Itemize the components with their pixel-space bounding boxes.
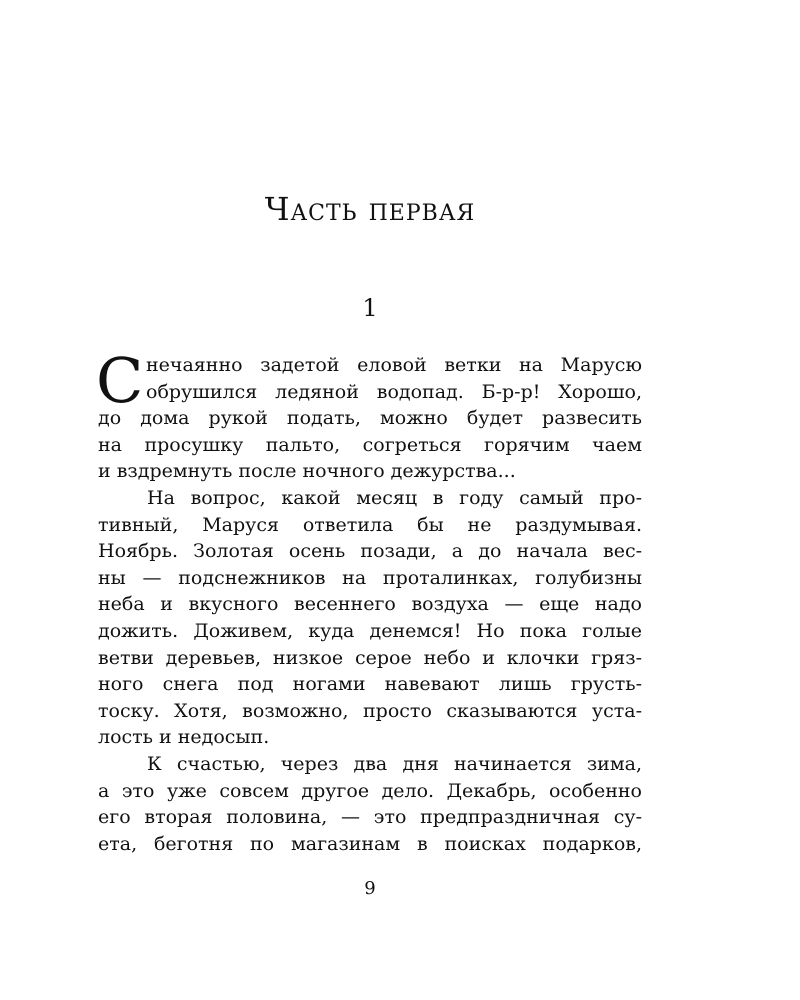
text-line: Ноябрь. Золотая осень позади, а до начала вес- (98, 540, 642, 563)
text-line: тивный, Маруся ответила бы не раздумывая. (98, 513, 642, 536)
text-line: нечаянно задетой еловой ветки на Марусю (146, 354, 642, 376)
part-title: Часть первая (264, 190, 476, 228)
text-line: ного снега под ногами навевают лишь грусть- (98, 673, 642, 696)
text-line: на просушку пальто, согреться горячим чаем (98, 433, 642, 456)
text-line: тоску. Хотя, возможно, просто сказываются уста- (98, 699, 642, 722)
text-line: лость и недосып. (98, 726, 270, 749)
chapter-number: 1 (362, 294, 378, 322)
drop-cap: С (96, 344, 144, 417)
text-line: его вторая половина, — это предпраздничная су- (98, 806, 642, 829)
text-line: На вопрос, какой месяц в году самый про- (147, 486, 642, 509)
text-line: ветви деревьев, низкое серое небо и клочки гряз- (98, 646, 642, 669)
text-line: неба и вкусного весеннего воздуха — еще надо (98, 593, 642, 616)
body-text (96, 344, 642, 857)
text-line: до дома рукой подать, можно будет развесить (98, 407, 642, 430)
text-line: ны — подснежников на проталинках, голубизны (98, 566, 642, 589)
text-line: и вздремнуть после ночного дежурства... (98, 460, 516, 483)
page-number: 9 (364, 878, 376, 899)
text-line: а это уже совсем другое дело. Декабрь, особенно (98, 779, 642, 802)
text-line: дожить. Доживем, куда денемся! Но пока голые (98, 619, 642, 642)
text-line: обрушился ледяной водопад. Б-р-р! Хорошо, (146, 380, 642, 403)
text-line: ета, беготня по магазинам в поисках подарков, (98, 832, 642, 855)
text-line: К счастью, через два дня начинается зима, (147, 752, 642, 775)
